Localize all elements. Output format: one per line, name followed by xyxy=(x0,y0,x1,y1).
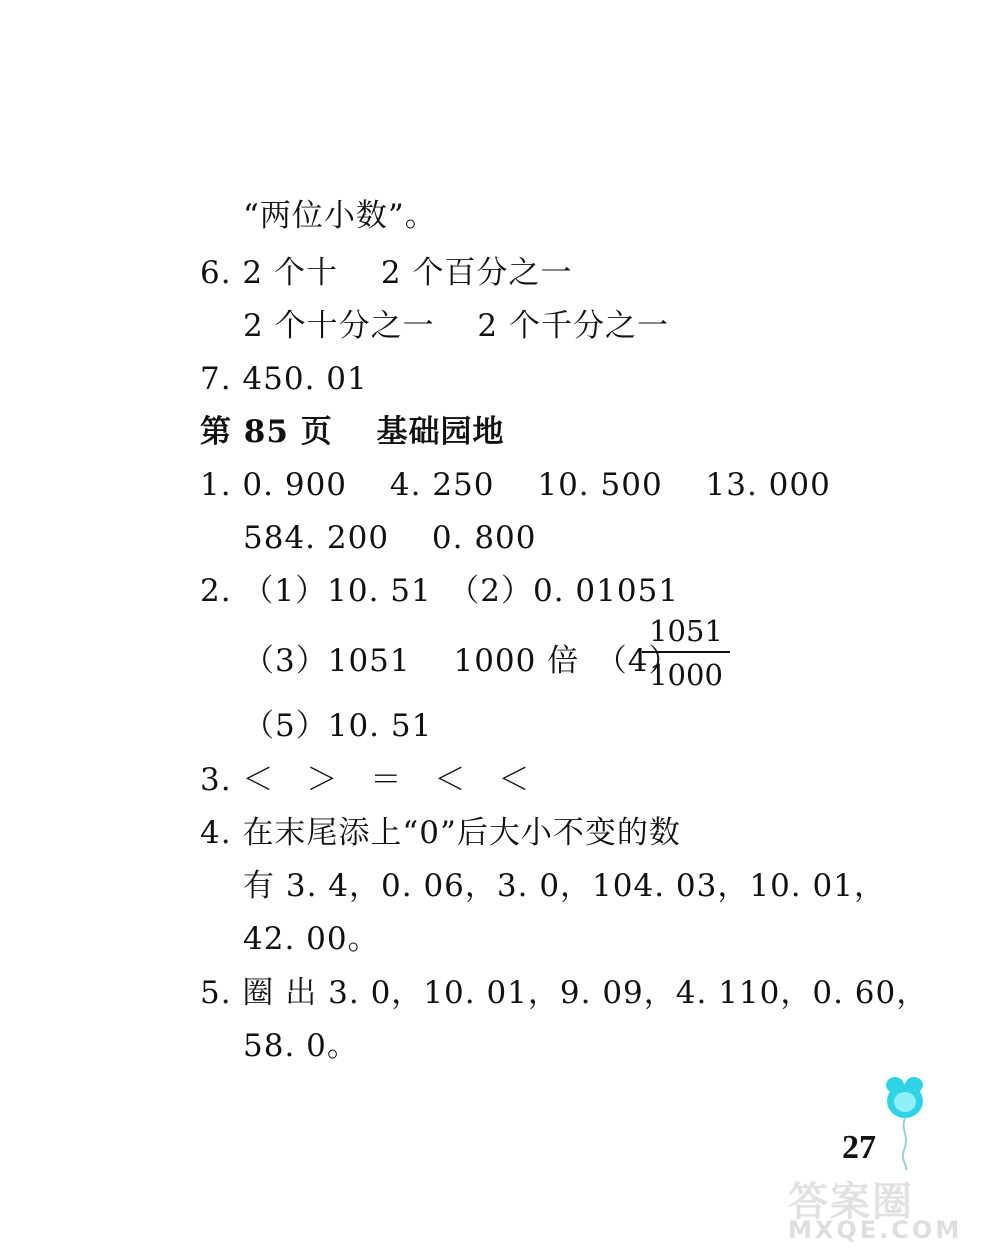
page-number: 27 xyxy=(842,1129,876,1166)
answer-5-line-2: 58. 0。 xyxy=(243,1028,359,1064)
watermark-top: 答案圈 xyxy=(788,1179,914,1225)
answer-4-line-1: 4. 在末尾添上“0”后大小不变的数 xyxy=(200,815,681,851)
fraction-bar xyxy=(642,651,730,653)
answer-1-line-1: 1. 0. 900 4. 250 10. 500 13. 000 xyxy=(200,467,831,503)
watermark-url: MXQE.COM xyxy=(788,1216,963,1244)
answer-2-line-2: （3）1051 1000 倍 （4） xyxy=(243,643,681,679)
watermark xyxy=(788,1170,993,1245)
mascot-icon xyxy=(880,1075,930,1170)
answer-6-line-1: 6. 2 个十 2 个百分之一 xyxy=(200,255,573,291)
fraction-denominator: 1000 xyxy=(649,658,723,692)
answer-2-line-3: （5）10. 51 xyxy=(243,708,433,744)
section-heading: 第 85 页 基础园地 xyxy=(200,414,505,450)
fraction-numerator: 1051 xyxy=(649,614,723,648)
fraction xyxy=(642,613,730,693)
answer-4-line-2: 有 3. 4，0. 06，3. 0，104. 03，10. 01， xyxy=(243,868,886,904)
text-line-two-digit-decimal: “两位小数”。 xyxy=(243,198,437,234)
answer-4-line-3: 42. 00。 xyxy=(243,921,380,957)
answer-6-line-2: 2 个十分之一 2 个千分之一 xyxy=(243,308,670,344)
answer-3: 3. ＜ ＞ ＝ ＜ ＜ xyxy=(200,762,531,798)
answer-5-line-1: 5. 圈 出 3. 0，10. 01，9. 09，4. 110，0. 60， xyxy=(200,975,929,1011)
answer-1-line-2: 584. 200 0. 800 xyxy=(243,520,537,556)
answer-2-line-1: 2. （1）10. 51 （2）0. 01051 xyxy=(200,573,680,609)
answer-7: 7. 450. 01 xyxy=(200,361,368,397)
